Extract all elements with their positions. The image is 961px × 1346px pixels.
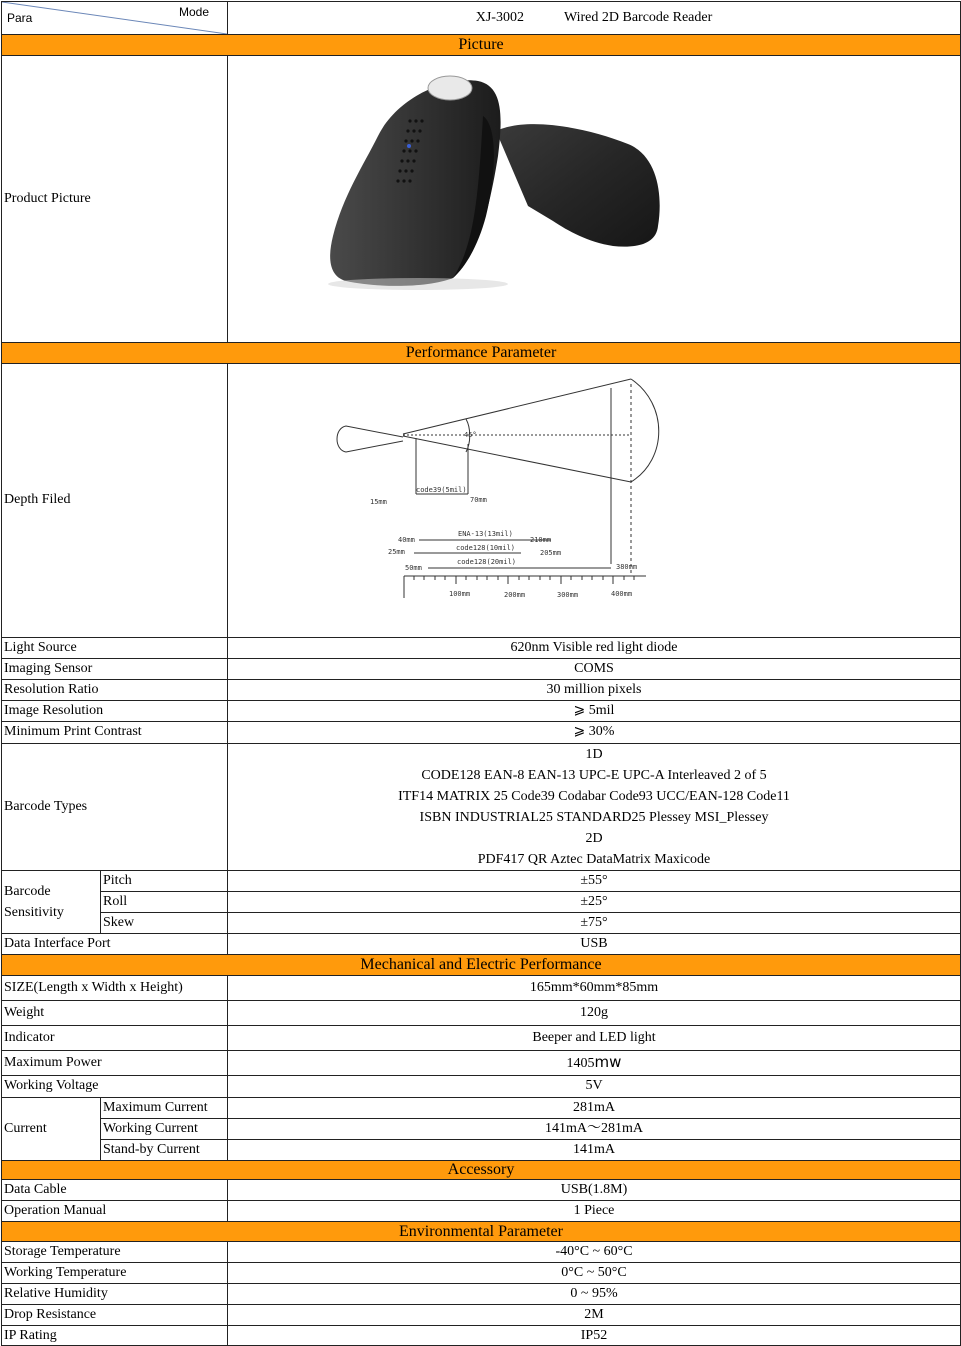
row-value: 5V: [228, 1076, 961, 1098]
code128-10-label: code128(10mil): [456, 544, 516, 552]
ean-near: 40mm: [398, 536, 415, 544]
label-line: Barcode: [4, 884, 51, 899]
header-row: [2, 2, 961, 35]
row-label: Light Source: [2, 638, 228, 659]
row-label: SIZE(Length x Width x Height): [2, 976, 228, 1001]
spec-row: [2, 976, 961, 1001]
row-label: Maximum Current: [101, 1098, 228, 1119]
row-label: Working Voltage: [2, 1076, 228, 1098]
depth-row: [2, 364, 961, 638]
section-performance: Performance Parameter: [2, 343, 961, 364]
section-environmental: Environmental Parameter: [2, 1222, 961, 1242]
row-label: Stand-by Current: [101, 1140, 228, 1161]
row-value: 281mA: [228, 1098, 961, 1119]
spec-row: [2, 1305, 961, 1326]
section-picture: Picture: [2, 35, 961, 56]
row-value: ⩾ 30%: [228, 722, 961, 744]
tick-label: 100mm: [449, 590, 471, 598]
code39-far: 70mm: [470, 496, 487, 504]
row-value: USB: [228, 934, 961, 955]
depth-of-field-diagram: [228, 364, 961, 637]
spec-row: [2, 913, 961, 934]
spec-row: [2, 871, 961, 892]
row-label: Relative Humidity: [2, 1284, 228, 1305]
spec-row: [2, 1201, 961, 1222]
tick-label: 200mm: [504, 591, 526, 599]
row-label: Minimum Print Contrast: [2, 722, 228, 744]
row-label: Skew: [101, 913, 228, 934]
row-label: IP Rating: [2, 1326, 228, 1346]
code128-10-far: 205mm: [540, 549, 562, 557]
spec-row: [2, 659, 961, 680]
spec-row: [2, 1263, 961, 1284]
barcode-types-list: [228, 744, 961, 871]
code39-near: 15mm: [370, 498, 387, 506]
row-value: 30 million pixels: [228, 680, 961, 701]
row-value: COMS: [228, 659, 961, 680]
spec-row: [2, 701, 961, 722]
row-value: 0 ~ 95%: [228, 1284, 961, 1305]
spec-row: [2, 1076, 961, 1098]
row-value: ±25°: [228, 892, 961, 913]
row-label: Working Current: [101, 1119, 228, 1140]
row-label: Weight: [2, 1001, 228, 1026]
sensitivity-label: [2, 871, 101, 934]
row-value: Beeper and LED light: [228, 1026, 961, 1051]
led-indicator-icon: [407, 144, 411, 148]
row-value: 2M: [228, 1305, 961, 1326]
row-label: Roll: [101, 892, 228, 913]
depth-diagram-cell: [228, 364, 961, 638]
row-label: Indicator: [2, 1026, 228, 1051]
list-item: PDF417 QR Aztec DataMatrix Maxicode: [477, 852, 711, 867]
row-label: Drop Resistance: [2, 1305, 228, 1326]
row-value: ±55°: [228, 871, 961, 892]
product-title: [228, 2, 961, 35]
current-label: Current: [2, 1098, 101, 1161]
power-unit: mw: [594, 1052, 622, 1071]
power-value: 1405: [566, 1055, 595, 1071]
row-label: Maximum Power: [2, 1051, 228, 1076]
row-value: 0°C ~ 50°C: [228, 1263, 961, 1284]
row-label: Working Temperature: [2, 1263, 228, 1284]
row-label: Storage Temperature: [2, 1242, 228, 1263]
row-label: Data Interface Port: [2, 934, 228, 955]
row-value: IP52: [228, 1326, 961, 1346]
spec-row: [2, 1051, 961, 1076]
code128-10-near: 25mm: [388, 548, 405, 556]
spec-row: [2, 1242, 961, 1263]
row-label: Data Cable: [2, 1180, 228, 1201]
ean-far: 210mm: [530, 536, 552, 544]
list-item: CODE128 EAN-8 EAN-13 UPC-E UPC-A Interleaved 2 of 5: [421, 768, 767, 783]
row-label: Product Picture: [2, 56, 228, 343]
spec-row: [2, 934, 961, 955]
section-accessory: Accessory: [2, 1161, 961, 1180]
code128-20-far: 380mm: [616, 563, 638, 571]
scanner-image: [228, 56, 961, 342]
row-label: Image Resolution: [2, 701, 228, 722]
row-label: Pitch: [101, 871, 228, 892]
row-value: [228, 1051, 961, 1076]
row-value: 141mA: [228, 1140, 961, 1161]
tick-label: 400mm: [611, 590, 633, 598]
row-value: 165mm*60mm*85mm: [228, 976, 961, 1001]
list-item: ISBN INDUSTRIAL25 STANDARD25 Plessey MSI_Plessey: [419, 810, 769, 825]
product-picture-cell: [228, 56, 961, 343]
label-line: Sensitivity: [4, 905, 64, 920]
spec-row: [2, 1098, 961, 1119]
model-number: XJ-3002: [475, 9, 524, 25]
para-label: Para: [7, 11, 33, 25]
row-value: USB(1.8M): [228, 1180, 961, 1201]
picture-row: [2, 56, 961, 343]
code128-20-label: code128(20mil): [457, 558, 517, 566]
row-value: 120g: [228, 1001, 961, 1026]
list-item: 1D: [585, 747, 603, 762]
spec-row: [2, 680, 961, 701]
code39-label: code39(5mil): [416, 486, 467, 494]
spec-row: [2, 638, 961, 659]
spec-row: [2, 1001, 961, 1026]
ean-label: ENA-13(13mil): [458, 530, 513, 538]
row-value: 1 Piece: [228, 1201, 961, 1222]
row-value: ⩾ 5mil: [228, 701, 961, 722]
row-value: 620nm Visible red light diode: [228, 638, 961, 659]
list-item: 2D: [585, 831, 603, 846]
section-mechanical: Mechanical and Electric Performance: [2, 955, 961, 976]
spec-row: [2, 1140, 961, 1161]
row-value: ±75°: [228, 913, 961, 934]
spec-row: [2, 1284, 961, 1305]
header-diagonal-cell: [2, 2, 228, 35]
row-label: Imaging Sensor: [2, 659, 228, 680]
row-value: 141mA～281mA: [228, 1119, 961, 1140]
row-label: Operation Manual: [2, 1201, 228, 1222]
code128-20-near: 50mm: [405, 564, 422, 572]
spec-row: [2, 1026, 961, 1051]
product-name: Wired 2D Barcode Reader: [563, 9, 713, 25]
spec-row: [2, 1119, 961, 1140]
row-label: Depth Filed: [2, 364, 228, 638]
tick-label: 300mm: [557, 591, 579, 599]
spec-row: [2, 722, 961, 744]
spec-row: [2, 1180, 961, 1201]
row-label: Resolution Ratio: [2, 680, 228, 701]
spec-table: [1, 1, 961, 1346]
row-value: -40°C ~ 60°C: [228, 1242, 961, 1263]
spec-row: [2, 1326, 961, 1346]
barcode-types-row: [2, 744, 961, 871]
spec-row: [2, 892, 961, 913]
angle-label: 45°: [464, 431, 477, 439]
row-label: Barcode Types: [2, 744, 228, 871]
list-item: ITF14 MATRIX 25 Code39 Codabar Code93 UCC/EAN-128 Code11: [398, 789, 790, 804]
mode-label: Mode: [179, 5, 210, 19]
